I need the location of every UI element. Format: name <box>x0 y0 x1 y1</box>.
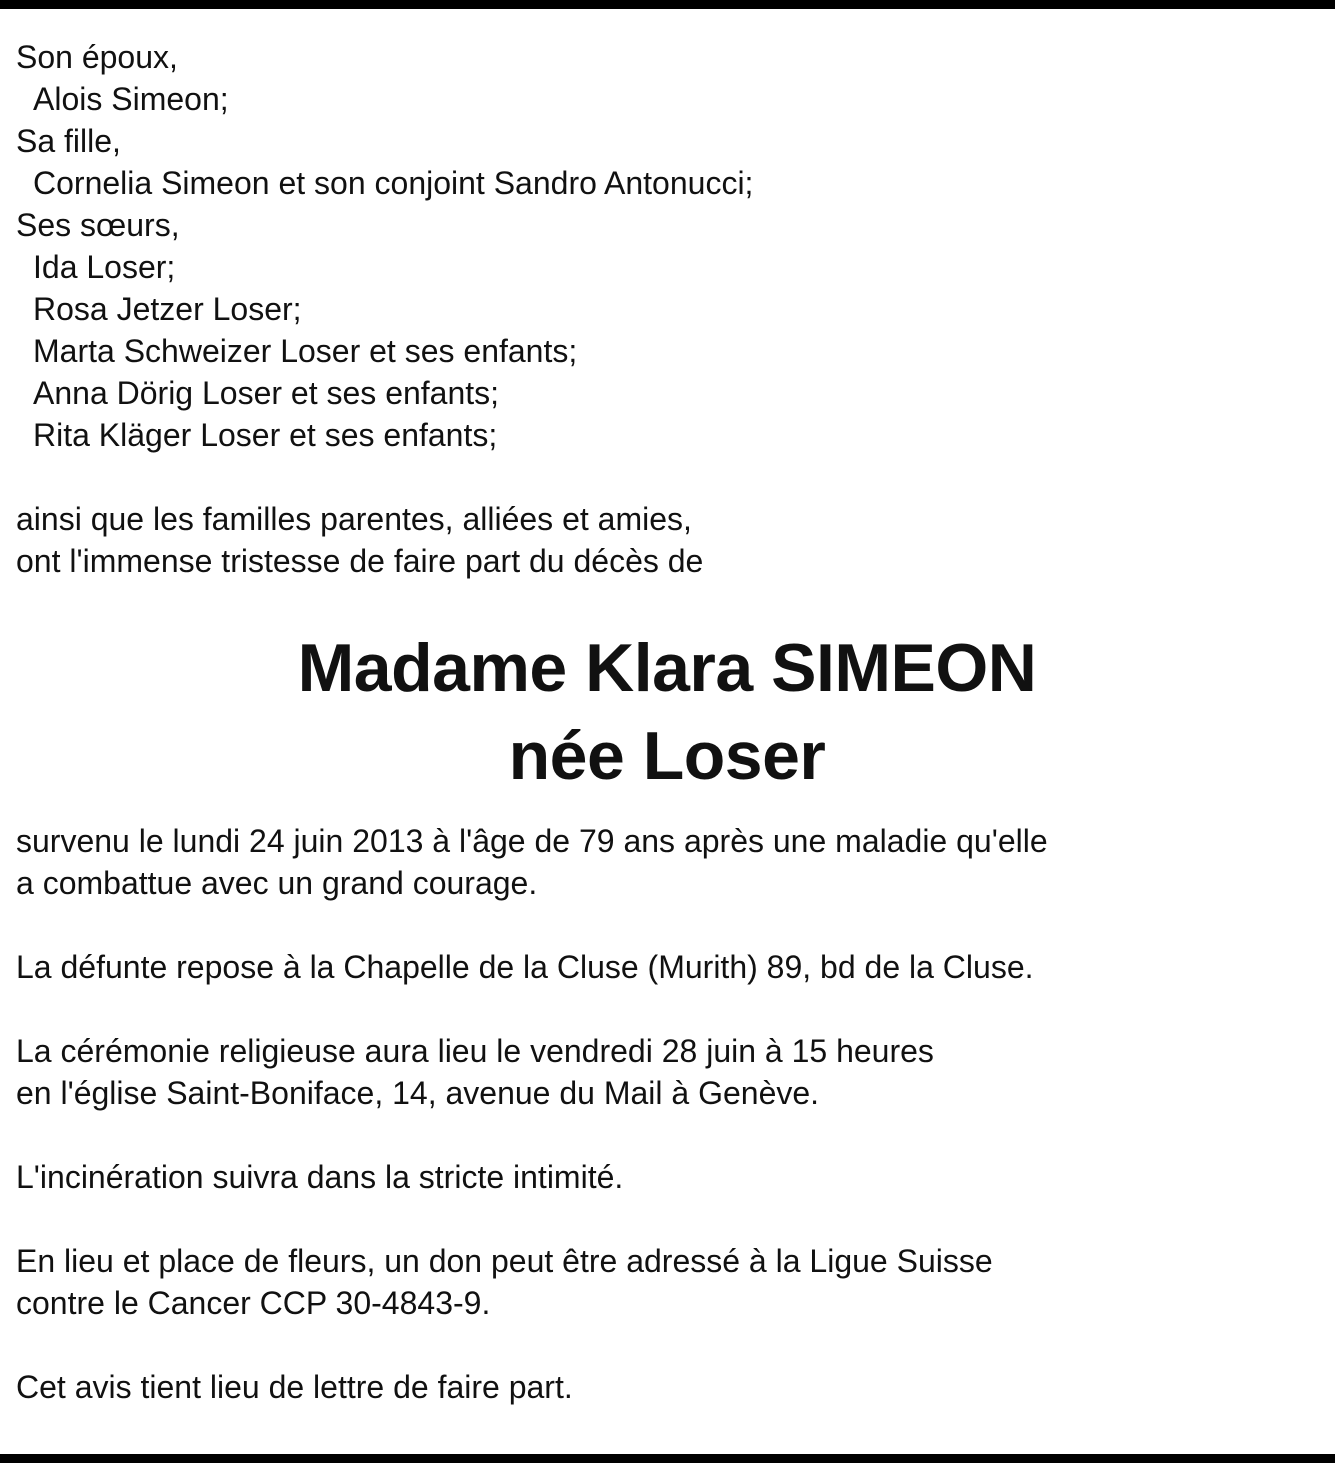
announcement-paragraph <box>16 498 1316 582</box>
death-details-paragraph <box>16 820 1316 904</box>
top-border-rule <box>0 0 1335 9</box>
donation-line: En lieu et place de fleurs, un don peut être adressé à la Ligue Suisse <box>16 1243 993 1279</box>
daughter-label: Sa fille, <box>16 123 121 159</box>
spacer <box>16 988 1316 1030</box>
spacer <box>16 1114 1316 1156</box>
incineration-line: L'incinération suivra dans la stricte intimité. <box>16 1159 624 1195</box>
death-details-line: a combattue avec un grand courage. <box>16 865 538 901</box>
closing-line: Cet avis tient lieu de lettre de faire part. <box>16 1369 573 1405</box>
announcement-line: ont l'immense tristesse de faire part du décès de <box>16 543 704 579</box>
ceremony-line: en l'église Saint-Boniface, 14, avenue du Mail à Genève. <box>16 1075 820 1111</box>
closing-paragraph <box>16 1366 1316 1408</box>
deceased-name-heading <box>16 624 1318 800</box>
ceremony-line: La cérémonie religieuse aura lieu le vendredi 28 juin à 15 heures <box>16 1033 934 1069</box>
sisters-label: Ses sœurs, <box>16 207 180 243</box>
deceased-maiden-name: née Loser <box>508 718 826 794</box>
spacer <box>16 904 1316 946</box>
donation-line: contre le Cancer CCP 30-4843-9. <box>16 1285 491 1321</box>
spouse-label: Son époux, <box>16 39 178 75</box>
repose-line: La défunte repose à la Chapelle de la Cluse (Murith) 89, bd de la Cluse. <box>16 949 1034 985</box>
deceased-name: Madame Klara SIMEON <box>297 630 1037 706</box>
spacer <box>16 1324 1316 1366</box>
sister-item: Marta Schweizer Loser et ses enfants; <box>33 333 578 369</box>
bottom-border-rule <box>0 1454 1335 1463</box>
obituary-notice <box>16 36 1316 1408</box>
ceremony-paragraph <box>16 1030 1316 1114</box>
repose-paragraph <box>16 946 1316 988</box>
announcement-line: ainsi que les familles parentes, alliées et amies, <box>16 501 692 537</box>
sister-item: Ida Loser; <box>33 249 176 285</box>
spouse-name: Alois Simeon; <box>33 81 229 117</box>
family-list <box>16 36 1316 456</box>
daughter-name: Cornelia Simeon et son conjoint Sandro Antonucci; <box>33 165 754 201</box>
incineration-paragraph <box>16 1156 1316 1198</box>
sister-item: Rita Kläger Loser et ses enfants; <box>33 417 498 453</box>
sister-item: Rosa Jetzer Loser; <box>33 291 302 327</box>
spacer <box>16 1198 1316 1240</box>
donation-paragraph <box>16 1240 1316 1324</box>
death-details-line: survenu le lundi 24 juin 2013 à l'âge de 79 ans après une maladie qu'elle <box>16 823 1048 859</box>
sister-item: Anna Dörig Loser et ses enfants; <box>33 375 500 411</box>
spacer <box>16 456 1316 498</box>
